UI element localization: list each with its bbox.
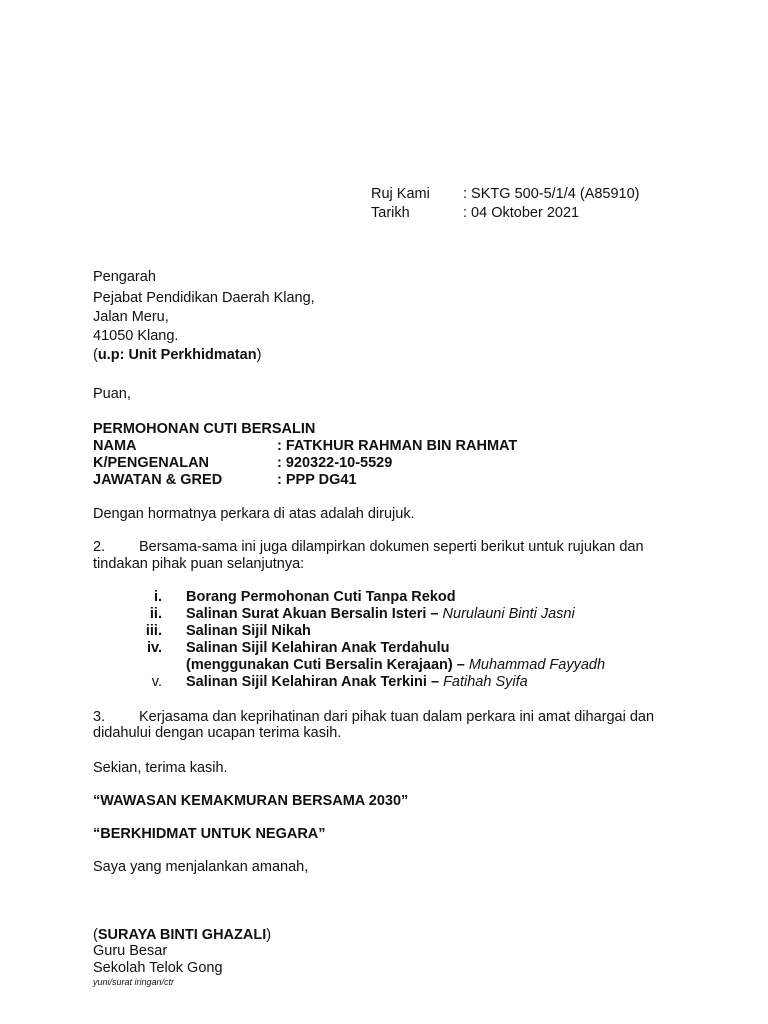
paragraph-line: didahului dengan ucapan terima kasih.: [93, 725, 342, 741]
list-number: ii.: [149, 606, 162, 622]
list-number: iv.: [146, 640, 162, 656]
ruj-label: Ruj Kami: [371, 186, 430, 202]
subject-value: : PPP DG41: [277, 472, 357, 488]
recipient-line: Pejabat Pendidikan Daerah Klang,: [93, 290, 315, 306]
signatory-school: Sekolah Telok Gong: [93, 960, 223, 976]
signatory-title: Guru Besar: [93, 943, 168, 959]
list-number: i.: [153, 589, 162, 605]
motto-wawasan: “WAWASAN KEMAKMURAN BERSAMA 2030”: [93, 793, 409, 809]
subject-label: K/PENGENALAN: [93, 455, 210, 471]
list-number: v.: [151, 674, 162, 690]
subject-label: NAMA: [93, 438, 137, 454]
recipient-line: Pengarah: [93, 269, 156, 285]
paragraph-line: tindakan pihak puan selanjutnya:: [93, 556, 305, 572]
motto-berkhidmat: “BERKHIDMAT UNTUK NEGARA”: [93, 826, 326, 842]
paragraph-line: Bersama-sama ini juga dilampirkan dokumen seperti berikut untuk rujukan dan: [139, 539, 644, 555]
subject-label: JAWATAN & GRED: [93, 472, 223, 488]
paragraph-line: Kerjasama dan keprihatinan dari pihak tuan dalam perkara ini amat dihargai dan: [139, 709, 655, 725]
tarikh-label: Tarikh: [371, 205, 410, 221]
subject-title: PERMOHONAN CUTI BERSALIN: [93, 421, 316, 437]
recipient-line: 41050 Klang.: [93, 328, 179, 344]
attention-line: (u.p: Unit Perkhidmatan): [93, 347, 262, 363]
footer-reference: yuni/surat iringan/ctr: [93, 977, 175, 987]
letter-page: Ruj Kami : SKTG 500-5/1/4 (A85910) Tarikh : 04 Oktober 2021 Pengarah Pejabat Pendidikan Daerah Klang, Jalan Meru, 41050 Klang. (u.p: Unit Perkhidmatan) Puan, PERMOHONAN CUTI BERSALIN NAMA : FATKHUR RAHMAN BIN RAHMAT K/PENGENALAN : 920322-10-5529 JAWATAN & GRED : PPP DG41 Dengan hormatnya perkara di atas adalah dirujuk. 2. Bersama-sama ini juga dilampirkan dokumen seperti berikut untuk rujukan dan tindakan pihak puan selanjutnya: i. Borang Permohonan Cuti Tanpa Rekod ii. Salinan Surat Akuan Bersalin Isteri – Nurulauni Binti Jasni iii. Salinan Sijil Nikah iv. Salinan Sijil Kelahiran Anak Terdahulu (menggunakan Cuti Bersalin Kerajaan) – Muhammad Fayyadh v. Salinan Sijil Kelahiran Anak Terkini – Fatihah Syifa 3. Kerjasama dan keprihatinan dari pihak tuan dalam perkara ini amat dihargai dan didahului dengan ucapan terima kasih. Sekian, terima kasih. “WAWASAN KEMAKMURAN BERSAMA 2030” “BERKHIDMAT UNTUK NEGARA” Saya yang menjalankan amanah, (SURAYA BINTI GHAZALI) Guru Besar Sekolah Telok Gong yuni/surat iringan/ctr: [93, 186, 655, 987]
closing: Sekian, terima kasih.: [93, 760, 228, 776]
ruj-value: : SKTG 500-5/1/4 (A85910): [463, 186, 640, 202]
list-number: iii.: [145, 623, 162, 639]
paragraph-number: 3.: [93, 709, 106, 725]
paragraph-number: 2.: [93, 539, 106, 555]
paragraph-1: Dengan hormatnya perkara di atas adalah dirujuk.: [93, 506, 415, 522]
signatory-name: (SURAYA BINTI GHAZALI): [93, 927, 272, 943]
amanah-line: Saya yang menjalankan amanah,: [93, 859, 309, 875]
recipient-line: Jalan Meru,: [93, 309, 169, 325]
salutation: Puan,: [93, 386, 131, 402]
subject-value: : FATKHUR RAHMAN BIN RAHMAT: [277, 438, 518, 454]
tarikh-value: : 04 Oktober 2021: [463, 205, 580, 221]
subject-value: : 920322-10-5529: [277, 455, 393, 471]
